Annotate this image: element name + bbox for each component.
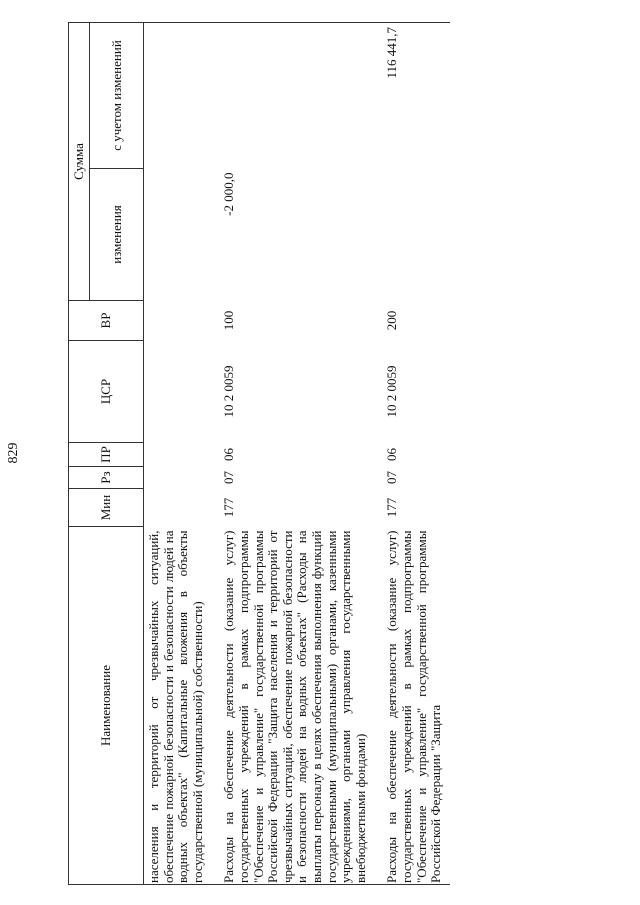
table-row xyxy=(219,23,374,885)
row-min xyxy=(144,489,212,527)
budget-table xyxy=(68,22,450,885)
header-with-changes: с учетом изменений xyxy=(90,23,144,169)
row-rz xyxy=(144,467,212,489)
row-min: 177 xyxy=(384,497,400,518)
page-number: 829 xyxy=(6,442,21,464)
header-csr: ЦСР xyxy=(69,341,144,443)
row-csr: 10 2 0059 xyxy=(384,365,400,418)
row-rz: 07 xyxy=(221,471,237,484)
header-rz: Рз xyxy=(69,467,144,489)
row-rz: 07 xyxy=(384,471,400,484)
row-changes xyxy=(382,169,449,301)
row-name: Расходы на обеспечение деятельности (оказание услуг) государственных учреждений в рамках подпрограммы "Обеспечение и управление" государственной программы Российской Федерации "Защита населения и территорий от чрезвычайных ситуаций, обеспечение пожарной безопасности и безопасности людей на водных объектах" (Расходы на выплаты персоналу в целях обеспечения выполнения функций государственными (муниципальными) органами, казенными учреждениями, органами управления государственными внебюджетными фондами) xyxy=(219,527,374,885)
row-with-changes xyxy=(219,23,374,169)
row-pr: 06 xyxy=(221,448,237,461)
header-pr: ПР xyxy=(69,443,144,467)
row-changes: -2 000,0 xyxy=(221,172,237,216)
row-min: 177 xyxy=(221,497,237,518)
table-row xyxy=(382,23,449,885)
row-pr xyxy=(144,443,212,467)
header-changes: изменения xyxy=(90,169,144,301)
row-with-changes xyxy=(144,23,212,169)
header-sum: Сумма xyxy=(69,23,90,301)
row-name: населения и территорий от чрезвычайных ситуаций, обеспечение пожарной безопасности и безопасности людей на водных объектах" (Капитальные вложения в объекты государственной (муниципальной) собственности) xyxy=(144,527,212,885)
row-vr xyxy=(144,301,212,341)
row-csr: 10 2 0059 xyxy=(221,365,237,418)
header-vr: ВР xyxy=(69,301,144,341)
row-name: Расходы на обеспечение деятельности (оказание услуг) государственных учреждений в рамках подпрограммы "Обеспечение и управление" государственной программы Российской Федерации "Защита xyxy=(382,527,449,885)
table-row xyxy=(144,23,212,885)
row-pr: 06 xyxy=(384,448,400,461)
row-changes xyxy=(144,169,212,301)
header-name: Наименование xyxy=(69,527,144,885)
header-min: Мин xyxy=(69,489,144,527)
row-with-changes: 116 441,7 xyxy=(382,23,449,169)
row-csr xyxy=(144,341,212,443)
row-vr: 200 xyxy=(384,310,400,331)
row-vr: 100 xyxy=(221,310,237,331)
